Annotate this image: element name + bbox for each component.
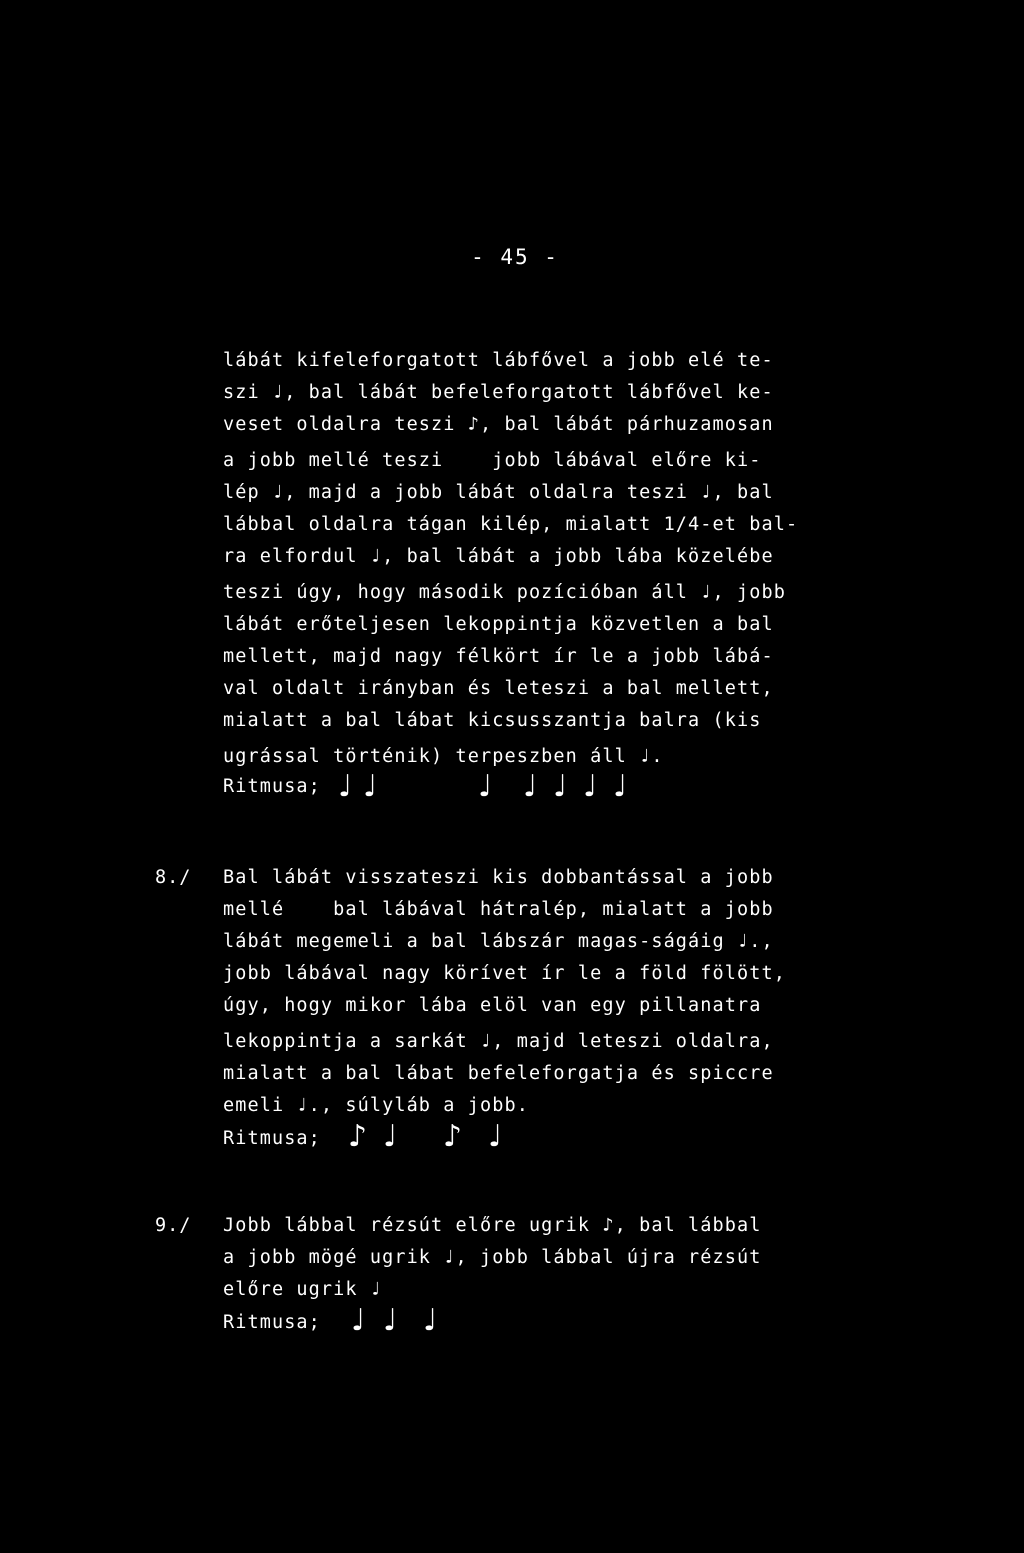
text-line: lábát erőteljesen lekoppintja közvetlen a bal [223,614,774,635]
text-line: lekoppintja a sarkát ♩, majd leteszi oldalra, [223,1031,774,1052]
quarter-note-icon: ♩ [383,1303,398,1338]
page-number: - 45 - [471,245,559,269]
quarter-note-icon: ♩ [583,769,598,804]
text-line: ugrással történik) terpeszben áll ♩. [223,746,664,767]
quarter-note-icon: ♩ [363,769,378,804]
text-line: a jobb mögé ugrik ♩, jobb lábbal újra rézsút [223,1247,762,1268]
text-line: a jobb mellé teszi jobb lábával előre ki- [223,450,762,471]
text-line: lábát megemeli a bal lábszár magas-ságáig ♩., [223,931,774,952]
quarter-note-icon: ♩ [613,769,628,804]
rhythm-label: Ritmusa; [223,1312,321,1333]
quarter-note-icon: ♩ [488,1119,503,1154]
text-line: szi ♩, bal lábát befeleforgatott lábfővel ke- [223,382,774,403]
rhythm-label: Ritmusa; [223,776,321,797]
rhythm-label: Ritmusa; [223,1128,321,1149]
text-line: jobb lábával nagy körívet ír le a föld fölött, [223,963,786,984]
eighth-note-icon: ♪ [348,1119,368,1154]
text-line: mellé bal lábával hátralép, mialatt a jobb [223,899,774,920]
text-line: úgy, hogy mikor lába elöl van egy pillanatra [223,995,762,1016]
text-line: emeli ♩., súlyláb a jobb. [223,1095,529,1116]
text-line: előre ugrik ♩ [223,1279,383,1300]
text-line: mialatt a bal lábat befeleforgatja és spiccre [223,1063,774,1084]
text-line: Bal lábát visszateszi kis dobbantással a jobb [223,867,774,888]
rhythm-9 [223,1303,923,1356]
text-line: lábát kifeleforgatott lábfővel a jobb elé te- [223,350,774,371]
quarter-note-icon: ♩ [383,1119,398,1154]
quarter-note-icon: ♩ [338,769,353,804]
text-line: teszi úgy, hogy második pozícióban áll ♩, jobb [223,582,786,603]
quarter-note-icon: ♩ [478,769,493,804]
quarter-note-icon: ♩ [523,769,538,804]
quarter-note-icon: ♩ [553,769,568,804]
section-number: 8./ [155,867,192,888]
text-line: ra elfordul ♩, bal lábát a jobb lába közelébe [223,546,774,567]
text-line: lábbal oldalra tágan kilép, mialatt 1/4-et bal- [223,514,799,535]
quarter-note-icon: ♩ [423,1303,438,1338]
rhythm-7 [223,769,923,822]
text-line: Jobb lábbal rézsút előre ugrik ♪, bal lábbal [223,1215,762,1236]
text-line: val oldalt irányban és leteszi a bal mellett, [223,678,774,699]
quarter-note-icon: ♩ [351,1303,366,1338]
text-line: lép ♩, majd a jobb lábát oldalra teszi ♩, bal [223,482,774,503]
rhythm-8 [223,1119,923,1172]
eighth-note-icon: ♪ [443,1119,463,1154]
text-line: veset oldalra teszi ♪, bal lábát párhuzamosan [223,414,774,435]
section-number: 9./ [155,1215,192,1236]
text-line: mialatt a bal lábat kicsusszantja balra (kis [223,710,762,731]
text-line: mellett, majd nagy félkört ír le a jobb lábá- [223,646,774,667]
